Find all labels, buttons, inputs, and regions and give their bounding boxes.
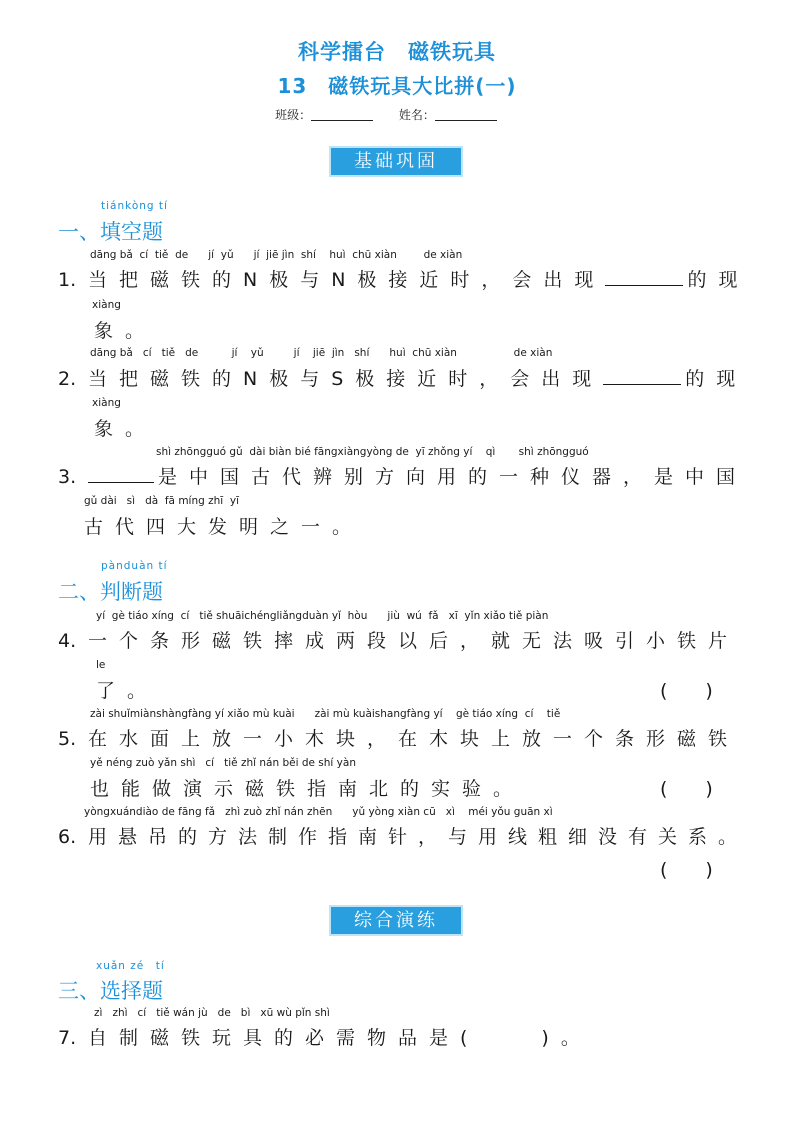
q3-line2 xyxy=(84,512,363,539)
q2-text: 当把磁铁的N极与S极接近时，会出现 xyxy=(88,368,604,390)
q3-text-tail: 古代四大发明之一。 xyxy=(84,516,364,538)
q4-number: 4. xyxy=(58,630,77,652)
q2-answer-blank[interactable] xyxy=(603,364,681,385)
q4-text-tail: 了。 xyxy=(96,680,159,702)
q4-judgement-box[interactable]: ( ) xyxy=(660,680,713,702)
q2-pinyin2: xiàng xyxy=(92,397,121,409)
name-field[interactable] xyxy=(435,108,497,121)
q5-judgement-box[interactable]: ( ) xyxy=(660,778,713,800)
q2-line2 xyxy=(94,414,156,441)
q1-text-tail: 象。 xyxy=(94,320,157,342)
q5-pinyin2: yě néng zuò yǎn shì cí tiě zhǐ nán běi de shí yàn xyxy=(90,757,356,769)
q4-line2 xyxy=(96,676,158,703)
banner-comprehensive-practice: 综合演练 xyxy=(331,907,461,934)
q2-text-end: 的现 xyxy=(685,368,748,390)
q7-line1 xyxy=(58,1023,592,1050)
page-title: 科学擂台 磁铁玩具 xyxy=(298,40,496,64)
q1-number: 1. xyxy=(58,269,77,291)
q7-number: 7. xyxy=(58,1027,77,1049)
q1-line2 xyxy=(94,316,156,343)
q4-line1 xyxy=(58,626,739,653)
q5-line1 xyxy=(58,724,739,751)
class-label: 班级： xyxy=(275,108,312,122)
section3-pinyin: xuǎn zé tí xyxy=(96,960,165,972)
q1-pinyin: dāng bǎ cí tiě de jí yǔ jí jiē jìn shí huì chū xiàn de xiàn xyxy=(90,249,463,261)
q5-number: 5. xyxy=(58,728,77,750)
q2-line1 xyxy=(58,364,747,391)
q5-text-tail: 也能做演示磁铁指南北的实验。 xyxy=(90,778,525,800)
q5-line2 xyxy=(90,774,524,801)
q1-text-end: 的现 xyxy=(687,269,750,291)
class-field[interactable] xyxy=(311,108,373,121)
name-label: 姓名： xyxy=(398,108,435,122)
q7-text: 自制磁铁玩具的必需物品是( )。 xyxy=(88,1027,592,1049)
section2-pinyin: pànduàn tí xyxy=(101,560,168,572)
q6-pinyin: yòngxuándiào de fāng fǎ zhì zuò zhǐ nán zhēn yǔ yòng xiàn cū xì méi yǒu guān xì xyxy=(84,806,553,818)
q4-pinyin2: le xyxy=(96,659,106,671)
q3-pinyin: shì zhōngguó gǔ dài biàn bié fāngxiàngyòng de yī zhǒng yí qì shì zhōngguó xyxy=(156,446,589,458)
q1-text: 当把磁铁的N极与N极接近时，会出现 xyxy=(88,269,606,291)
section3-title: 三、选择题 xyxy=(58,979,163,1003)
q1-answer-blank[interactable] xyxy=(605,265,683,286)
q4-pinyin: yí gè tiáo xíng cí tiě shuāichéngliǎngduàn yǐ hòu jiù wú fǎ xī yǐn xiǎo tiě piàn xyxy=(96,610,549,622)
q2-text-tail: 象。 xyxy=(94,418,157,440)
q1-pinyin2: xiàng xyxy=(92,299,121,311)
q3-number: 3. xyxy=(58,466,77,488)
section1-pinyin: tiánkòng tí xyxy=(101,200,168,212)
q3-answer-blank[interactable] xyxy=(88,462,154,483)
q3-line1 xyxy=(58,462,747,489)
section1-title: 一、填空题 xyxy=(58,220,163,244)
q6-number: 6. xyxy=(58,826,77,848)
q5-pinyin: zài shuǐmiànshàngfàng yí xiǎo mù kuài zài mù kuàishangfàng yí gè tiáo xíng cí tiě xyxy=(90,708,561,720)
student-info xyxy=(0,106,794,123)
q2-pinyin: dāng bǎ cí tiě de jí yǔ jí jiē jìn shí huì chū xiàn de xiàn xyxy=(90,347,553,359)
q5-text: 在水面上放一小木块，在木块上放一个条形磁铁 xyxy=(88,728,740,750)
q1-line1 xyxy=(58,265,749,292)
section2-title: 二、判断题 xyxy=(58,580,163,604)
banner-basic-consolidation: 基础巩固 xyxy=(331,148,461,175)
q3-pinyin2: gǔ dài sì dà fā míng zhī yī xyxy=(84,495,240,507)
lesson-title: 13 磁铁玩具大比拼(一) xyxy=(277,74,517,98)
q7-pinyin: zì zhì cí tiě wán jù de bì xū wù pǐn shì xyxy=(94,1007,330,1019)
q4-text: 一个条形磁铁摔成两段以后，就无法吸引小铁片 xyxy=(88,630,740,652)
q6-judgement-box[interactable]: ( ) xyxy=(660,859,713,881)
q3-text: 是中国古代辨别方向用的一种仪器，是中国 xyxy=(158,466,748,488)
q2-number: 2. xyxy=(58,368,77,390)
q6-line1 xyxy=(58,822,748,849)
q6-text: 用悬吊的方法制作指南针，与用线粗细没有关系。 xyxy=(88,826,749,848)
